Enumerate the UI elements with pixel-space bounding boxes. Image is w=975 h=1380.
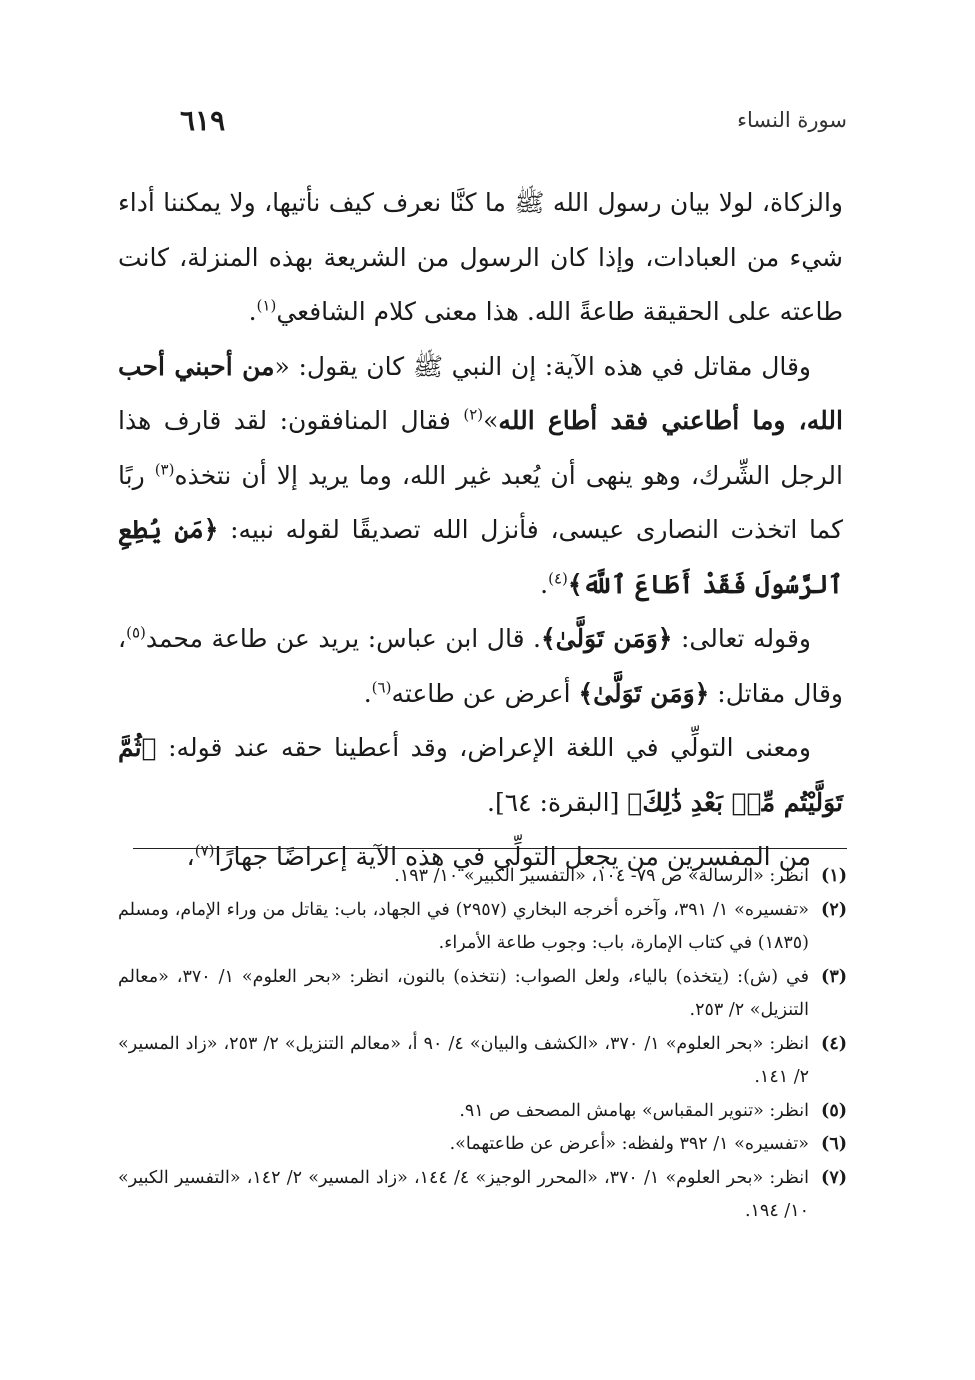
paragraph-3 bbox=[118, 612, 843, 721]
footnote-text: انظر: «بحر العلوم» ١/ ٣٧٠، «الكشف والبيان» ٤/ ٩٠ أ، «معالم التنزيل» ٢/ ٢٥٣، «زاد المسير» ٢/ ١٤١. bbox=[118, 1033, 810, 1087]
quran-verse: ﴿ثُمَّ تَوَلَّيْتُم مِّنۢ بَعْدِ ذَٰلِكَ﴾ bbox=[118, 733, 843, 817]
footnote-text: انظر: «تنوير المقباس» بهامش المصحف ص ٩١. bbox=[459, 1100, 809, 1121]
punctuation: . bbox=[363, 678, 372, 708]
paragraph-text: وقال مقاتل في هذه الآية: إن النبي ﷺ كان يقول: « bbox=[274, 351, 811, 381]
footnote-number: (٦) bbox=[821, 1134, 847, 1154]
footnote-item bbox=[118, 1095, 847, 1129]
footnote-number: (٥) bbox=[821, 1100, 847, 1121]
paragraph-text: ربًا كما اتخذت النصارى عيسى، فأنزل الله تصديقًا لقوله نبيه: bbox=[118, 460, 843, 544]
footnote-item bbox=[118, 1162, 847, 1229]
punctuation: » bbox=[483, 406, 499, 435]
footnotes bbox=[118, 860, 847, 1229]
footnote-item bbox=[118, 961, 847, 1028]
paragraph-2 bbox=[118, 340, 843, 613]
footnote-ref: (٤) bbox=[548, 569, 568, 588]
footnote-ref: (٧) bbox=[194, 841, 215, 860]
footnote-divider bbox=[133, 848, 847, 849]
footnote-ref: (٢) bbox=[463, 405, 484, 424]
footnote-number: (٧) bbox=[821, 1167, 847, 1188]
hadith-quote: من أحبني أحب الله، وما أطاعني فقد أطاع الله bbox=[118, 351, 843, 435]
page-header bbox=[120, 104, 847, 144]
footnote-text: في (ش): (يتخذه) بالياء، ولعل الصواب: (نتخذه) بالنون، انظر: «بحر العلوم» ١/ ٣٧٠، «معالم التنزيل» ٢/ ٢٥٣. bbox=[118, 966, 810, 1020]
paragraph-text: من المفسرين من يجعل التولِّي في هذه الآية إعراضًا جهارًا bbox=[214, 842, 811, 871]
footnote-item bbox=[118, 894, 847, 961]
footnote-item bbox=[118, 860, 847, 894]
surah-name: سورة النساء bbox=[737, 108, 847, 132]
footnote-text: انظر: «بحر العلوم» ١/ ٣٧٠، «المحرر الوجيز» ٤/ ١٤٤، «زاد المسير» ٢/ ١٤٢، «التفسير الكبير» ١٠/ ١٩٤. bbox=[118, 1167, 810, 1221]
footnote-ref: (١) bbox=[256, 296, 277, 315]
main-text bbox=[118, 176, 843, 885]
punctuation: . bbox=[248, 297, 257, 326]
footnote-text: «تفسيره» ١/ ٣٩١، وآخره أخرجه البخاري (٢٩٥٧) في الجهاد، باب: يقاتل من وراء الإمام، ومسلم (١٨٣٥) في كتاب الإمارة، باب: وجوب طاعة الأمراء. bbox=[118, 899, 809, 953]
paragraph-text: [البقرة: ٦٤]. bbox=[487, 787, 628, 817]
footnote-ref: (٣) bbox=[154, 460, 175, 479]
paragraph-text: فقال المنافقون: لقد قارف هذا الرجل الشِّرك، وهو ينهى أن يُعبد غير الله، وما يريد إلا أن نتخذه bbox=[118, 406, 843, 490]
footnote-number: (٣) bbox=[821, 966, 847, 987]
footnote-number: (٤) bbox=[821, 1033, 847, 1054]
footnote-number: (٢) bbox=[821, 899, 847, 920]
page-number: ٦١٩ bbox=[180, 104, 226, 137]
paragraph-1 bbox=[118, 176, 843, 340]
footnote-text: «تفسيره» ١/ ٣٩٢ ولفظه: «أعرض عن طاعتهما». bbox=[449, 1134, 809, 1154]
paragraph-text: أعرض عن طاعته bbox=[391, 678, 579, 708]
quran-verse: ﴿وَمَن تَوَلَّىٰ﴾ bbox=[578, 678, 710, 708]
quran-verse: ﴿مَن يُطِعِ ٱلرَّسُولَ فَقَدْ أَطَاعَ ٱللَّهَ﴾ bbox=[118, 515, 843, 599]
footnote-number: (١) bbox=[821, 866, 847, 886]
punctuation: . bbox=[540, 569, 549, 599]
footnote-item bbox=[118, 1128, 847, 1162]
punctuation: ، bbox=[186, 842, 195, 871]
paragraph-text: والزكاة، لولا بيان رسول الله ﷺ ما كنَّا نعرف كيف نأتيها، ولا يمكننا أداء شيء من العبادات، وإذا كان الرسول من الشريعة بهذه المنزلة، كانت طاعته على الحقيقة طاعةً الله. هذا معنى كلام الشافعي bbox=[118, 188, 843, 326]
quran-verse: ﴿وَمَن تَوَلَّىٰ﴾ bbox=[541, 624, 673, 653]
footnote-ref: (٦) bbox=[371, 678, 392, 697]
footnote-text: انظر: «الرسالة» ص ٧٩- ١٠٤، «التفسير الكبير» ١٠/ ١٩٣. bbox=[394, 866, 809, 886]
paragraph-text: وقوله تعالى: bbox=[672, 624, 811, 653]
footnote-ref: (٥) bbox=[126, 623, 146, 642]
paragraph-text: . قال ابن عباس: يريد عن طاعة محمد bbox=[145, 624, 542, 653]
paragraph-text: ، وقال مقاتل: bbox=[118, 624, 843, 708]
footnote-item bbox=[118, 1028, 847, 1095]
paragraph-4 bbox=[118, 721, 843, 830]
paragraph-text: ومعنى التولِّي في اللغة الإعراض، وقد أعطينا حقه عند قوله: bbox=[156, 733, 811, 762]
